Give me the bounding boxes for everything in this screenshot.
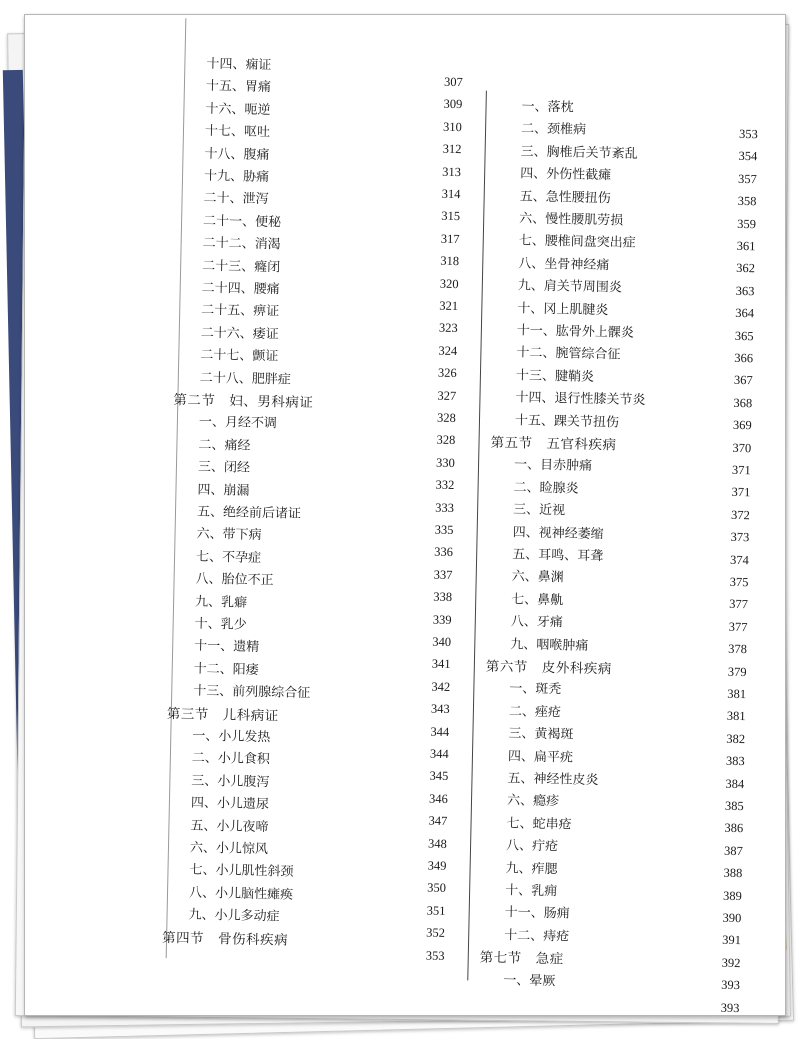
toc-entry-label: 四、视神经萎缩	[512, 524, 604, 542]
toc-entry-label: 十八、腹痛	[204, 146, 270, 163]
toc-page-number: 340	[432, 634, 452, 649]
toc-page-number: 390	[722, 910, 742, 926]
toc-entry-label: 七、蛇串疮	[506, 815, 572, 833]
toc-entry-label: 十三、前列腺综合征	[193, 683, 311, 702]
toc-entry-label: 六、鼻渊	[511, 569, 564, 586]
toc-entry-label: 十二、腕管综合征	[516, 345, 621, 363]
toc-entry-label: 三、胸椎后关节紊乱	[520, 144, 638, 162]
toc-page-number: 381	[727, 686, 747, 702]
toc-page-number: 344	[430, 724, 450, 739]
toc-section-title: 第三节 儿科病证	[166, 705, 279, 724]
toc-entry-label: 一、小儿发热	[192, 728, 271, 746]
toc-entry-label: 二十三、癃闭	[202, 258, 281, 275]
toc-entry-label: 七、鼻鼽	[511, 592, 564, 609]
toc-page-number: 343	[430, 701, 450, 717]
toc-entry-label: 五、神经性皮炎	[507, 771, 599, 789]
toc-page	[24, 14, 786, 1016]
toc-entry-label: 四、小儿遗尿	[190, 795, 270, 813]
toc-entry-label: 九、肩关节周围炎	[517, 278, 622, 296]
toc-entry-label: 十、冈上肌腱炎	[517, 300, 609, 318]
toc-entry-label: 十、乳痈	[504, 883, 558, 900]
toc-page-number: 366	[734, 350, 754, 366]
toc-entry-label: 七、腰椎间盘突出症	[518, 233, 636, 252]
toc-entry-label: 十二、阳痿	[193, 661, 259, 678]
toc-page-number: 341	[431, 656, 451, 672]
toc-page-number: 312	[442, 141, 462, 157]
page-edge-line	[166, 18, 187, 958]
toc-page-number: 328	[436, 410, 456, 426]
toc-page-number: 384	[725, 776, 745, 791]
toc-entry-label: 三、近视	[512, 502, 566, 519]
toc-entry-label: 二十、泄泻	[203, 191, 269, 208]
toc-page-number: 335	[434, 522, 454, 538]
toc-page-number: 313	[442, 164, 462, 179]
toc-page-number: 375	[729, 574, 749, 590]
toc-entry-label: 十四、痫证	[206, 56, 272, 74]
toc-entry-label: 九、痄腮	[505, 860, 558, 877]
toc-page-number: 379	[727, 664, 747, 679]
toc-page-number: 369	[732, 418, 752, 433]
toc-page-number: 309	[443, 97, 463, 112]
toc-page-number: 365	[734, 328, 754, 343]
toc-page-number: 324	[438, 343, 458, 358]
toc-page-number: 362	[736, 261, 756, 276]
toc-entry-label: 十五、踝关节扭伤	[514, 412, 620, 431]
toc-page-number: 349	[427, 858, 447, 873]
toc-page-number: 361	[736, 238, 756, 254]
toc-entry-label: 四、崩漏	[197, 482, 250, 499]
toc-entry-label: 十五、胃痛	[205, 79, 272, 96]
toc-page-number: 315	[441, 209, 461, 224]
toc-page-number: 342	[431, 679, 451, 694]
toc-entry-label: 二十一、便秘	[202, 213, 282, 231]
toc-entry-label: 十四、退行性膝关节炎	[515, 390, 646, 409]
toc-entry-label: 五、急性腰扭伤	[519, 188, 611, 206]
toc-page-number: 318	[440, 253, 460, 269]
toc-entry-label: 一、目赤肿痛	[513, 457, 593, 475]
toc-page-number: 330	[435, 455, 456, 470]
toc-section-title: 第四节 骨伤科疾病	[161, 929, 289, 949]
toc-entry-label: 一、斑秃	[509, 681, 562, 698]
toc-page-number: 347	[428, 813, 448, 829]
toc-entry-label: 十一、肱骨外上髁炎	[516, 323, 635, 341]
toc-page-number: 370	[732, 440, 752, 455]
toc-page-number: 393	[720, 1000, 740, 1015]
toc-page-number: 377	[729, 597, 749, 612]
toc-entry-label: 六、瘾疹	[506, 793, 560, 810]
toc-page-number: 333	[435, 500, 455, 515]
toc-entry-label: 二、小儿食积	[191, 750, 271, 768]
toc-entry-label: 二十六、痿证	[200, 325, 279, 343]
toc-page-number: 328	[436, 433, 456, 448]
toc-page-number: 364	[735, 306, 755, 321]
toc-entry-label: 六、小儿惊风	[189, 840, 269, 858]
toc-entry-label: 二、颈椎病	[520, 121, 587, 139]
toc-section-title: 第二节 妇、男科病证	[173, 392, 314, 412]
toc-content	[24, 14, 786, 1016]
toc-page-number: 371	[731, 462, 751, 478]
toc-entry-label: 二十四、腰痛	[201, 280, 280, 298]
toc-page-number: 344	[429, 746, 449, 761]
toc-page-number: 353	[738, 126, 758, 142]
toc-page-number: 392	[721, 955, 741, 970]
toc-page-number: 389	[722, 888, 742, 903]
toc-entry-label: 八、小儿脑性瘫痪	[188, 885, 294, 903]
toc-page-number: 337	[433, 567, 453, 582]
toc-entry-label: 三、闭经	[197, 459, 251, 476]
toc-entry-label: 二、痤疮	[508, 704, 562, 721]
toc-page-number: 317	[440, 231, 460, 246]
toc-section-title: 第五节 五官科疾病	[490, 434, 617, 454]
toc-page-number: 368	[733, 395, 753, 411]
toc-entry-label: 七、小儿肌性斜颈	[189, 862, 294, 881]
toc-entry-label: 十一、遗精	[194, 639, 260, 656]
toc-page-number: 307	[443, 74, 463, 90]
toc-page-number: 383	[725, 753, 745, 769]
toc-entry-label: 七、不孕症	[195, 549, 262, 566]
toc-entry-label: 五、耳鸣、耳聋	[512, 547, 604, 565]
toc-entry-label: 八、牙痛	[510, 614, 563, 631]
toc-entry-label: 九、咽喉肿痛	[510, 636, 589, 654]
toc-page-number: 388	[723, 865, 743, 881]
toc-entry-label: 二十八、肥胖症	[199, 370, 291, 388]
toc-entry-label: 十七、呕吐	[204, 123, 271, 141]
toc-entry-label: 五、小儿夜啼	[190, 818, 269, 835]
toc-entry-label: 四、扁平疣	[507, 748, 574, 766]
toc-page-number: 391	[722, 933, 742, 948]
toc-entry-label: 八、胎位不正	[195, 571, 274, 589]
toc-page-number: 354	[738, 149, 758, 164]
toc-entry-label: 十三、腱鞘炎	[515, 368, 595, 385]
toc-entry-label: 三、黄褐斑	[508, 726, 574, 743]
toc-page-number: 351	[426, 903, 446, 918]
toc-entry-label: 一、落枕	[521, 99, 574, 116]
toc-page-number: 381	[726, 709, 746, 724]
toc-page-number: 327	[437, 388, 457, 403]
toc-entry-label: 一、晕厥	[503, 972, 556, 989]
toc-page-number: 353	[425, 948, 445, 963]
toc-entry-label: 十二、痔疮	[504, 927, 570, 945]
column-divider	[467, 91, 487, 981]
toc-entry-label: 十六、呃逆	[205, 101, 271, 118]
toc-page-number: 321	[439, 298, 459, 314]
toc-page-number: 332	[435, 477, 455, 493]
toc-entry-label: 六、慢性腰肌劳损	[519, 211, 624, 229]
toc-page-number: 372	[730, 507, 750, 523]
toc-page-number: 377	[728, 619, 748, 634]
toc-page-number: 346	[428, 791, 448, 806]
toc-entry-label: 二、睑腺炎	[513, 480, 579, 497]
toc-entry-label: 八、疔疮	[505, 838, 559, 855]
toc-entry-label: 九、乳癖	[194, 594, 248, 611]
toc-page-number: 382	[726, 731, 746, 746]
toc-page-number: 348	[427, 836, 448, 851]
toc-page-number: 378	[728, 641, 748, 657]
toc-page-number: 345	[429, 768, 449, 784]
toc-entry-label: 五、绝经前后诸证	[196, 504, 302, 522]
toc-page-number: 359	[737, 216, 757, 231]
toc-entry-label: 一、月经不调	[198, 415, 278, 432]
toc-entry-label: 十九、胁痛	[203, 168, 270, 186]
toc-page-number: 352	[426, 925, 446, 941]
toc-page-number: 357	[737, 171, 758, 187]
toc-entry-label: 二十七、颤证	[200, 347, 279, 365]
toc-page-number: 336	[434, 545, 454, 560]
toc-page-number: 373	[730, 530, 750, 545]
toc-page-number: 387	[723, 843, 743, 858]
toc-page-number: 338	[433, 589, 453, 605]
toc-entry-label: 八、坐骨神经痛	[518, 256, 610, 274]
toc-section-title: 第六节 皮外科疾病	[485, 658, 612, 678]
toc-page-number: 350	[427, 880, 447, 896]
toc-entry-label: 六、带下病	[196, 527, 262, 544]
toc-entry-label: 九、小儿多动症	[188, 907, 280, 925]
toc-page-number: 326	[437, 365, 457, 381]
toc-entry-label: 三、小儿腹泻	[191, 773, 270, 791]
toc-entry-label: 十、乳少	[194, 616, 247, 633]
toc-page-number: 363	[735, 283, 755, 299]
toc-page-number: 367	[733, 373, 753, 388]
toc-entry-label: 十一、肠痈	[504, 905, 570, 922]
toc-entry-label: 二十二、消渴	[202, 235, 281, 253]
toc-page-number: 386	[724, 821, 744, 836]
toc-page-number: 323	[438, 321, 458, 336]
toc-page-number: 374	[729, 552, 750, 567]
toc-entry-label: 二、痛经	[198, 437, 251, 454]
toc-page-number: 339	[432, 612, 452, 627]
toc-section-title: 第七节 急症	[479, 949, 564, 968]
toc-page-number: 393	[721, 977, 741, 993]
toc-entry-label: 四、外伤性截瘫	[520, 166, 612, 184]
toc-entry-label: 二十五、痹证	[201, 303, 280, 320]
toc-page-number: 358	[737, 194, 757, 209]
toc-page-number: 314	[441, 186, 461, 202]
toc-page-number: 310	[442, 119, 463, 134]
toc-page-number: 385	[724, 798, 744, 814]
toc-page-number: 371	[731, 485, 751, 500]
toc-page-number: 320	[439, 276, 459, 291]
